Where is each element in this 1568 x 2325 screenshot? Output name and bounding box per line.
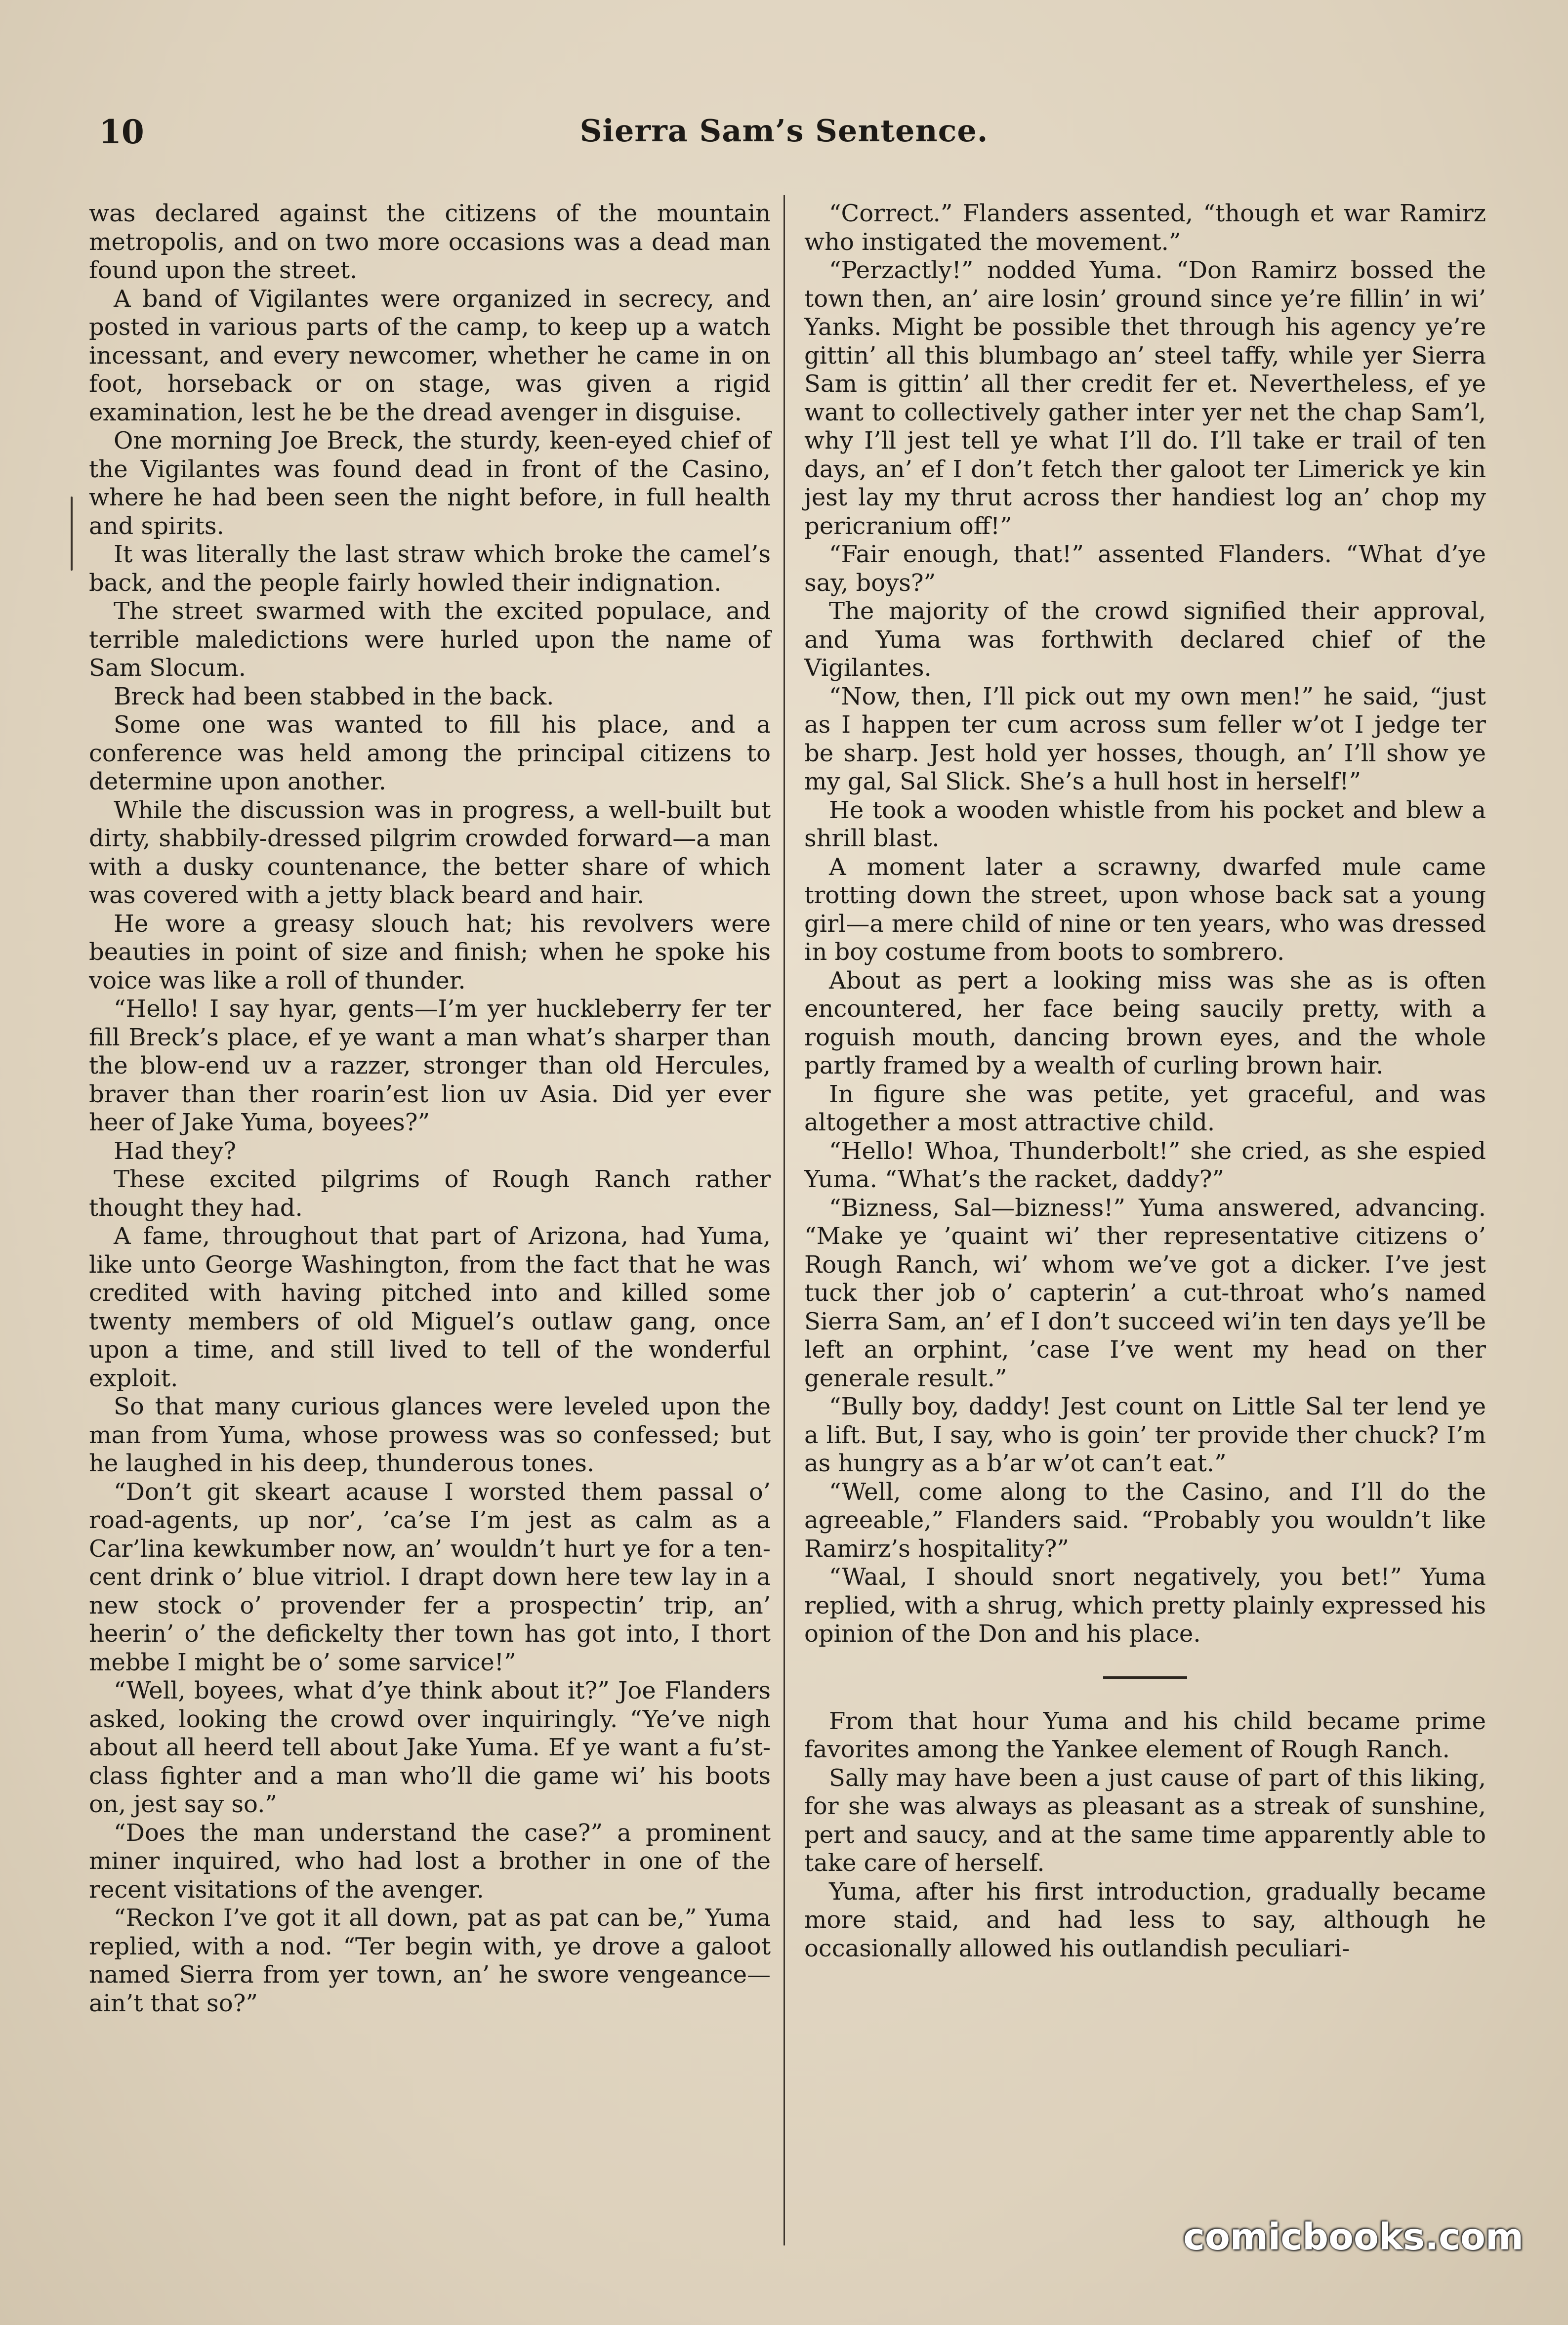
margin-mark [71, 497, 73, 571]
paragraph: “Hello! Whoa, Thunderbolt!” she cried, as she espied Yuma. “What’s the racket, daddy?” [804, 1137, 1486, 1193]
paragraph: “Hello! I say hyar, gents—I’m yer huckleberry fer ter fill Breck’s place, ef ye want a man what’s sharper than the blow-end uv a razzer, stronger than old Hercules, braver than ther roarin’est lion uv Asia. Did yer ever heer of Jake Yuma, boyees?” [89, 995, 771, 1136]
paragraph: These excited pilgrims of Rough Ranch rather thought they had. [89, 1165, 771, 1222]
paragraph: It was literally the last straw which broke the camel’s back, and the people fairly howled their indignation. [89, 540, 771, 597]
paragraph: Had they? [114, 1137, 236, 1165]
paragraph: “Don’t git skeart acause I worsted them passal o’ road-agents, up nor’, ’ca’se I’m jest as calm as a Car’lina kewkumber now, an’ wouldn’t hurt ye for a ten-cent drink o’ blue vitriol. I drapt down here tew lay in a new stock o’ provender fer a prospectin’ trip, an’ heerin’ o’ the defickelty ther town has got into, I thort mebbe I might be o’ some sarvice!” [89, 1478, 771, 1676]
paragraph: He took a wooden whistle from his pocket and blew a shrill blast. [804, 796, 1486, 852]
column-rule [784, 195, 785, 2245]
page-number: 10 [99, 113, 144, 151]
paragraph: “Does the man understand the case?” a prominent miner inquired, who had lost a brother in one of the recent visitations of the avenger. [89, 1819, 771, 1904]
watermark: comicbooks.com [1183, 2216, 1524, 2258]
paragraph: “Waal, I should snort negatively, you bet!” Yuma replied, with a shrug, which pretty plainly expressed his opinion of the Don and his place. [804, 1563, 1486, 1648]
paragraph: “Now, then, I’ll pick out my own men!” he said, “just as I happen ter cum across sum feller w’ot I jedge ter be sharp. Jest hold yer hosses, though, an’ I’ll show ye my gal, Sal Slick. She’s a hull host in herself!” [804, 682, 1486, 795]
paragraph: Some one was wanted to fill his place, and a conference was held among the principal citizens to determine upon another. [89, 711, 771, 795]
paragraph: In figure she was petite, yet graceful, and was altogether a most attractive child. [804, 1080, 1486, 1136]
paragraph: The street swarmed with the excited populace, and terrible maledictions were hurled upon the name of Sam Slocum. [89, 597, 771, 682]
paragraph: He wore a greasy slouch hat; his revolvers were beauties in point of size and finish; when he spoke his voice was like a roll of thunder. [89, 910, 771, 995]
paragraph: So that many curious glances were leveled upon the man from Yuma, whose prowess was so confessed; but he laughed in his deep, thunderous tones. [89, 1393, 771, 1477]
paragraph: About as pert a looking miss was she as is often encountered, her face being saucily pretty, with a roguish mouth, dancing brown eyes, and the whole partly framed by a wealth of curling brown hair. [804, 966, 1486, 1079]
paragraph: “Well, come along to the Casino, and I’ll do the agreeable,” Flanders said. “Probably you wouldn’t like Ramirz’s hospitality?” [804, 1478, 1486, 1563]
paragraph: One morning Joe Breck, the sturdy, keen-eyed chief of the Vigilantes was found dead in front of the Casino, where he had been seen the night before, in full health and spirits. [89, 427, 771, 540]
paragraph: “Bully boy, daddy! Jest count on Little Sal ter lend ye a lift. But, I say, who is goin’ ter provide ther chuck? I’m as hungry as a b’ar w’ot can’t eat.” [804, 1393, 1486, 1477]
paragraph: “Correct.” Flanders assented, “though et war Ramirz who instigated the movement.” [804, 200, 1486, 256]
paragraph: “Perzactly!” nodded Yuma. “Don Ramirz bossed the town then, an’ aire losin’ ground since ye’re fillin’ in wi’ Yanks. Might be possible thet through his agency ye’re gittin’ all this blumbago an’ steel taffy, while yer Sierra Sam is gittin’ all ther credit fer et. Nevertheless, ef ye want to collectively gather inter yer net the chap Sam’l, why I’ll jest tell ye what I’ll do. I’ll take er trail of ten days, an’ ef I don’t fetch ther galoot ter Limerick ye kin jest lay my thrut across ther handiest log an’ chop my pericranium off!” [804, 256, 1486, 540]
paragraph: From that hour Yuma and his child became prime favorites among the Yankee element of Rough Ranch. [804, 1707, 1486, 1763]
paragraph: “Fair enough, that!” assented Flanders. “What d’ye say, boys?” [804, 540, 1486, 597]
paragraph: “Reckon I’ve got it all down, pat as pat can be,” Yuma replied, with a nod. “Ter begin with, ye drove a galoot named Sierra from yer town, an’ he swore vengeance—ain’t that so?” [89, 1904, 771, 2017]
paragraph: A fame, throughout that part of Arizona, had Yuma, like unto George Washington, from the fact that he was credited with having pitched into and killed some twenty members of old Miguel’s outlaw gang, once upon a time, and still lived to tell of the wonderful exploit. [89, 1222, 771, 1392]
paragraph: A moment later a scrawny, dwarfed mule came trotting down the street, upon whose back sat a young girl—a mere child of nine or ten years, who was dressed in boy costume from boots to sombrero. [804, 853, 1486, 966]
right-column [804, 200, 1486, 1963]
paragraph: “Well, boyees, what d’ye think about it?” Joe Flanders asked, looking the crowd over inquiringly. “Ye’ve nigh about all heerd tell about Jake Yuma. Ef ye want a fu’st-class fighter and a man who’ll die game wi’ his boots on, jest say so.” [89, 1677, 771, 1818]
running-title: Sierra Sam’s Sentence. [579, 113, 989, 149]
paragraph: While the discussion was in progress, a well-built but dirty, shabbily-dressed pilgrim crowded forward—a man with a dusky countenance, the better share of which was covered with a jetty black beard and hair. [89, 796, 771, 909]
paragraph: Breck had been stabbed in the back. [114, 682, 554, 710]
paragraph: Yuma, after his first introduction, gradually became more staid, and had less to say, although he occasionally allowed his outlandish peculiari- [804, 1877, 1486, 1962]
paragraph: was declared against the citizens of the mountain metropolis, and on two more occasions was a dead man found upon the street. [89, 200, 771, 284]
section-rule [1103, 1676, 1187, 1679]
paragraph: The majority of the crowd signified their approval, and Yuma was forthwith declared chief of the Vigilantes. [804, 597, 1486, 682]
paragraph: Sally may have been a just cause of part of this liking, for she was always as pleasant as a streak of sunshine, pert and saucy, and at the same time apparently able to take care of herself. [804, 1764, 1486, 1877]
paragraph: A band of Vigilantes were organized in secrecy, and posted in various parts of the camp, to keep up a watch incessant, and every newcomer, whether he came in on foot, horseback or on stage, was given a rigid examination, lest he be the dread avenger in disguise. [89, 285, 771, 426]
paragraph: “Bizness, Sal—bizness!” Yuma answered, advancing. “Make ye ’quaint wi’ ther representative citizens o’ Rough Ranch, wi’ whom we’ve got a dicker. I’ve jest tuck ther job o’ capterin’ a cut-throat who’s named Sierra Sam, an’ ef I don’t succeed wi’in ten days ye’ll be left an orphint, ’case I’ve went my head on ther generale result.” [804, 1194, 1486, 1392]
left-column [89, 200, 771, 2018]
